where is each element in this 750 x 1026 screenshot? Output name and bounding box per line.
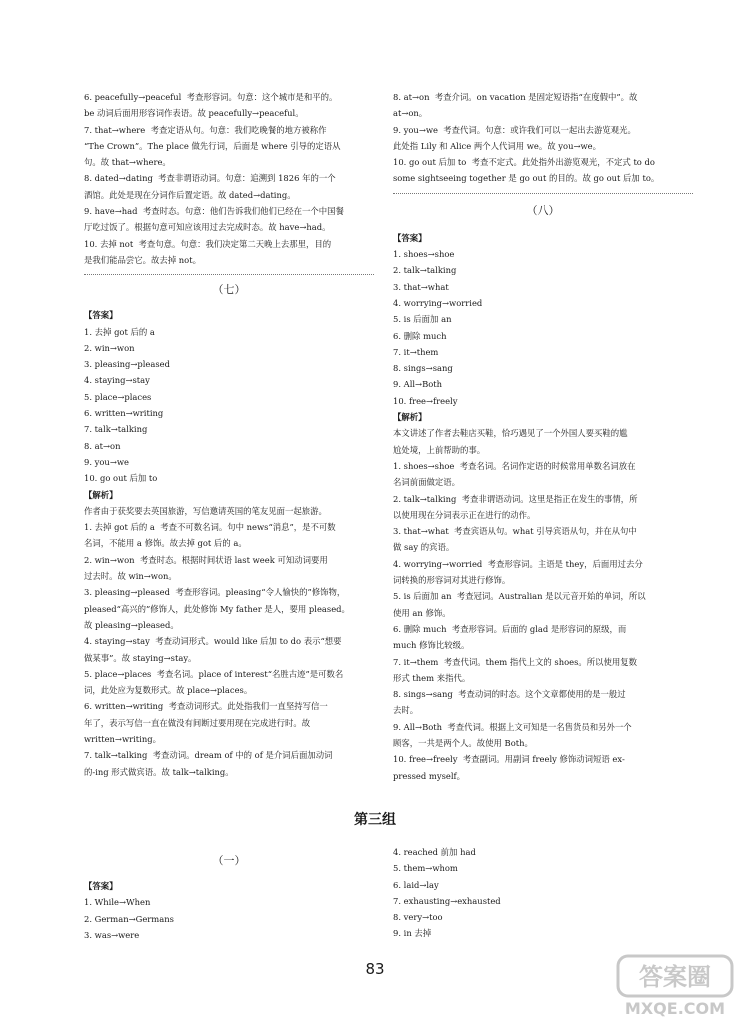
section-title-8: （八）	[526, 203, 560, 217]
answer-item: 5. place→places	[84, 391, 152, 402]
analysis-line: much 修饰比较级。	[393, 640, 470, 651]
analysis-block-7	[84, 503, 374, 780]
answer-item: 7. talk→talking	[84, 424, 148, 435]
answer-item: 6. 删除 much	[393, 330, 447, 341]
text-line: 10. go out 后加 to 考查不定式。此处指外出游览观光，不定式 to do	[393, 157, 655, 168]
answer-label: 【答案】	[393, 232, 427, 243]
section-title-7: （七）	[212, 283, 246, 297]
answer-item: 4. reached 前加 had	[393, 847, 476, 857]
analysis-line: 8. sings→sang 考查动词的时态。这个文章都使用的是一般过	[393, 689, 626, 700]
text-line: 6. peacefully→peaceful 考查形容词。句意：这个城市是和平的。	[84, 92, 338, 102]
text-line: 句。故 that→where。	[84, 157, 171, 168]
answer-item: 3. that→what	[393, 281, 449, 292]
section-divider	[393, 193, 693, 194]
text-line: 是我们能品尝它。故去掉 not。	[84, 254, 201, 265]
group-title: 第三组	[354, 812, 396, 828]
analysis-line: 以使用现在分词表示正在进行的动作。	[393, 509, 536, 520]
answer-item: 6. written→writing	[84, 408, 164, 419]
analysis-line: 形式 them 来指代。	[393, 672, 471, 683]
analysis-line: 本文讲述了作者去鞋店买鞋，恰巧遇见了一个外国人要买鞋的尴	[393, 428, 628, 439]
analysis-line: 9. All→Both 考查代词。根据上文可知是一名售货员和另外一个	[393, 721, 632, 732]
left-top-block	[84, 89, 374, 268]
answer-item: 9. in 去掉	[393, 928, 432, 939]
answer-item: 7. it→them	[393, 346, 439, 357]
watermark-icon	[616, 954, 734, 1018]
answer-item: 5. is 后面加 an	[393, 314, 452, 325]
analysis-line: 过去时。故 win→won。	[84, 571, 177, 582]
text-line: 酒馆。此处是现在分词作后置定语。故 dated→dating。	[84, 189, 296, 200]
text-line: 此处指 Lily 和 Alice 两个人代词用 we。故 you→we。	[393, 140, 601, 151]
analysis-block-8	[393, 425, 693, 784]
page-number: 83	[365, 960, 385, 978]
text-line: 10. 去掉 not 考查句意。句意：我们决定第二天晚上去那里，目的	[84, 238, 332, 249]
right-column	[393, 89, 693, 784]
analysis-label: 【解析】	[393, 412, 427, 423]
answer-item: 2. win→won	[84, 342, 135, 353]
answer-list-7	[84, 324, 374, 487]
text-line: 厅吃过饭了。根据句意可知应该用过去完成时态。故 have→had。	[84, 222, 331, 233]
analysis-line: 10. free→freely 考查副词。用副词 freely 修饰动词短语 ex-	[393, 754, 625, 765]
analysis-line: 3. pleasing→pleased 考查形容词。pleasing“令人愉快的”修饰物，	[84, 587, 346, 598]
answer-item: 1. shoes→shoe	[393, 249, 455, 260]
answer-item: 1. While→When	[84, 897, 151, 908]
analysis-line: 3. that→what 考查宾语从句。what 引导宾语从句，并在从句中	[393, 526, 637, 537]
analysis-line: 4. worrying→worried 考查形容词。主语是 they，后面用过去分	[393, 558, 643, 569]
answer-item: 5. them→whom	[393, 863, 458, 874]
group3-sub-title: （一）	[212, 854, 246, 867]
analysis-line: 使用 an 修饰。	[393, 607, 451, 618]
analysis-line: pressed myself。	[393, 770, 465, 781]
text-line: 7. that→where 考查定语从句。句意：我们吃晚餐的地方被称作	[84, 124, 327, 135]
group3-right	[393, 844, 693, 942]
analysis-line: 年了，表示写信一直在做没有间断过要用现在完成进行时。故	[84, 717, 311, 728]
text-line: 8. dated→dating 考查非谓语动词。句意：追溯到 1826 年的一个	[84, 173, 336, 184]
answer-item: 3. was→were	[84, 929, 140, 940]
analysis-line: 名词，不能用 a 修饰。故去掉 got 后的 a。	[84, 538, 247, 549]
analysis-line: 6. written→writing 考查动词形式。此处指我们一直坚持写信一	[84, 701, 328, 712]
answer-item: 4. worrying→worried	[393, 297, 483, 308]
text-line: 8. at→on 考查介词。on vacation 是固定短语指“在度假中”。故	[393, 92, 638, 102]
analysis-line: pleased“高兴的”修饰人，此处修饰 My father 是人，要用 pleased。	[84, 603, 350, 614]
answer-label: 【答案】	[84, 310, 118, 321]
text-line: at→on。	[393, 108, 428, 119]
analysis-line: written→writing。	[84, 733, 161, 744]
analysis-line: 1. shoes→shoe 考查名词。名词作定语的时候常用单数名词放在	[393, 460, 636, 471]
analysis-line: 2. win→won 考查时态。根据时间状语 last week 可知动词要用	[84, 554, 328, 565]
answer-item: 1. 去掉 got 后的 a	[84, 326, 155, 337]
text-line: 9. you→we 考查代词。句意：或许我们可以一起出去游览观光。	[393, 124, 636, 135]
analysis-line: 5. is 后面加 an 考查冠词。Australian 是以元音开始的单词，所以	[393, 591, 646, 602]
answer-item: 3. pleasing→pleased	[84, 359, 170, 370]
text-line: “The Crown”。The place 做先行词，后面是 where 引导的定语从	[84, 140, 341, 151]
watermark-line2: MXQE.COM	[624, 999, 726, 1018]
analysis-line: 去时。	[393, 705, 419, 716]
answer-label: 【答案】	[84, 881, 118, 891]
analysis-line: 尬处境，上前帮助的事。	[393, 444, 486, 455]
analysis-line: 名词前面做定语。	[393, 477, 460, 488]
analysis-line: 词转换的形容词对其进行修饰。	[393, 575, 511, 586]
answer-item: 6. laid→lay	[393, 879, 439, 890]
group3-left	[84, 852, 374, 943]
analysis-line: 做 say 的宾语。	[393, 542, 455, 553]
answer-item: 9. All→Both	[393, 379, 443, 390]
answer-item: 7. exhausting→exhausted	[393, 895, 501, 906]
answer-item: 8. at→on	[84, 440, 121, 451]
answer-item: 4. staying→stay	[84, 375, 150, 386]
answer-item: 8. sings→sang	[393, 363, 453, 374]
analysis-line: 7. talk→talking 考查动词。dream of 中的 of 是介词后面加动词	[84, 750, 333, 761]
section-divider	[84, 274, 374, 275]
text-line: some sightseeing together 是 go out 的目的。故 go out 后加 to。	[393, 173, 660, 184]
left-column	[84, 89, 374, 780]
answer-item: 10. go out 后加 to	[84, 473, 158, 484]
analysis-line: 4. staying→stay 考查动词形式。would like 后加 to do 表示“想要	[84, 636, 342, 647]
analysis-line: 故 pleasing→pleased。	[84, 619, 179, 630]
answer-list-8	[393, 246, 693, 409]
analysis-line: 6. 删除 much 考查形容词。后面的 glad 是形容词的原级，而	[393, 623, 627, 634]
text-line: 9. have→had 考查时态。句意：他们告诉我们他们已经在一个中国餐	[84, 206, 344, 217]
analysis-line: 5. place→places 考查名词。place of interest“名胜古迹”是可数名	[84, 668, 344, 679]
right-top-block	[393, 89, 693, 187]
answer-item: 2. German→Germans	[84, 913, 174, 924]
analysis-line: 做某事”。故 staying→stay。	[84, 652, 197, 663]
analysis-line: 的-ing 形式做宾语。故 talk→talking。	[84, 766, 234, 777]
analysis-label: 【解析】	[84, 489, 118, 500]
analysis-line: 顾客，一共是两个人。故使用 Both。	[393, 737, 533, 748]
analysis-line: 2. talk→talking 考查非谓语动词。这里是指正在发生的事情，所	[393, 493, 638, 504]
answer-item: 2. talk→talking	[393, 265, 457, 276]
watermark-logo	[616, 954, 734, 1018]
analysis-line: 7. it→them 考查代词。them 指代上文的 shoes。所以使用复数	[393, 656, 638, 667]
analysis-line: 作者由于获奖要去英国旅游，写信邀请英国的笔友见面一起旅游。	[84, 505, 327, 516]
text-line: be 动词后面用形容词作表语。故 peacefully→peaceful。	[84, 108, 304, 119]
answer-item: 10. free→freely	[393, 395, 458, 406]
watermark-line1: 答案圈	[639, 963, 711, 991]
answer-item: 9. you→we	[84, 456, 129, 467]
analysis-line: 1. 去掉 got 后的 a 考查不可数名词。句中 news“消息”，是不可数	[84, 522, 336, 533]
answer-item: 8. very→too	[393, 912, 443, 923]
analysis-line: 词，此处应为复数形式。故 place→places。	[84, 685, 253, 696]
